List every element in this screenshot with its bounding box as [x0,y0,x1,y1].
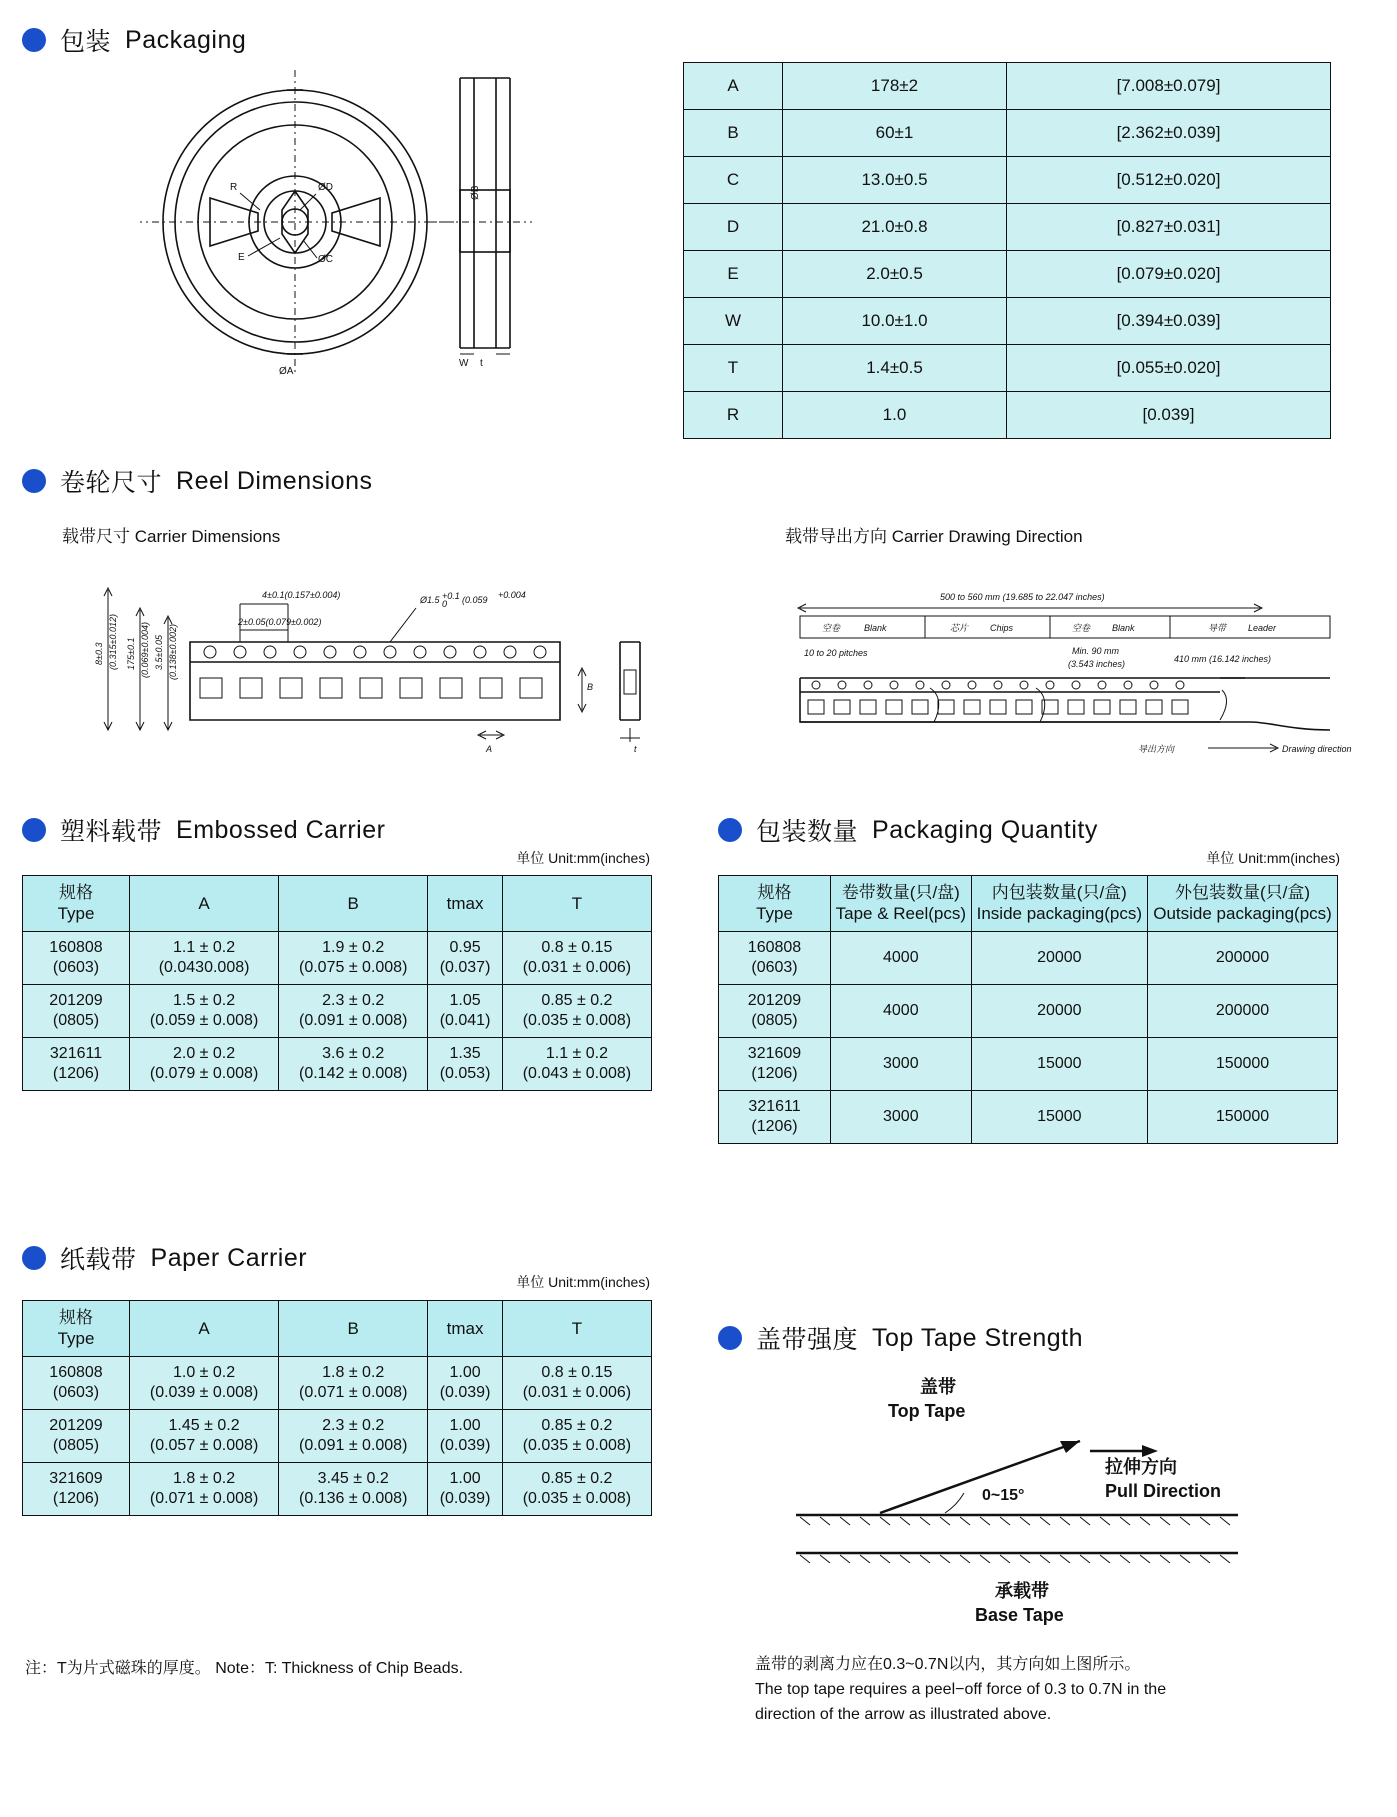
col-header-tmax: tmax [428,876,503,932]
dim-mm: 13.0±0.5 [783,157,1007,204]
cell-type [23,1409,130,1462]
cell-T [502,1462,651,1515]
dim-mm: 60±1 [783,110,1007,157]
col-header-reel-cn: 卷带数量(只/盘) [841,883,960,902]
value-mm: 1.45 ± 0.2 [168,1416,240,1434]
type-imperial: (0805) [52,1436,100,1454]
value-inch: (0.053) [439,1064,491,1082]
bullet-icon [22,1246,46,1270]
table-row [684,251,1331,298]
cell-type [719,1037,831,1090]
table-row [719,984,1338,1037]
table-row [23,1356,652,1409]
value-inch: (0.075 ± 0.008) [299,958,408,976]
carrier-dimensions-drawing [90,570,710,770]
svg-text:(0.315±0.012): (0.315±0.012) [108,614,118,670]
value-inch: (0.059 ± 0.008) [149,1011,259,1029]
cell-a [130,1462,279,1515]
svg-text:B: B [587,682,594,692]
table-row [23,1462,652,1515]
col-header-tmax: tmax [428,1301,503,1357]
span-label: 500 to 560 mm (19.685 to 22.047 inches) [940,592,1105,602]
section-title-packaging-en: Packaging [125,25,247,54]
section-heading-paper [22,1240,307,1276]
cell-reel: 4000 [831,984,972,1037]
svg-text:ØD: ØD [318,182,333,193]
svg-text:导带: 导带 [1208,623,1227,633]
dim-inch: [0.039] [1007,392,1331,439]
type-code: 160808 [49,938,103,956]
type-imperial: (0603) [751,958,798,976]
cell-tmax [428,1037,503,1090]
label-pull-en: Pull Direction [1105,1481,1222,1501]
dim-inch: [0.055±0.020] [1007,345,1331,392]
table-row [719,1090,1338,1143]
value-inch: (0.136 ± 0.008) [299,1489,408,1507]
cell-reel: 3000 [831,1090,972,1143]
table-header-row [23,1301,652,1357]
svg-text:A: A [486,744,493,754]
svg-text:(0.059: (0.059 [462,595,488,605]
packaging-quantity-table [718,875,1338,1144]
value-mm: 1.1 ± 0.2 [172,938,236,956]
cell-tmax [428,1462,503,1515]
table-row [684,157,1331,204]
section-heading-quantity [718,812,1098,848]
col-header-outside [1148,876,1338,932]
value-inch: (0.091 ± 0.008) [299,1436,408,1454]
value-mm: 0.95 [449,938,481,956]
dim-mm: 21.0±0.8 [783,204,1007,251]
table-row [684,63,1331,110]
col-header-b: B [279,876,428,932]
col-header-a: A [130,876,279,932]
value-mm: 1.00 [449,1416,481,1434]
carrier-drawing-direction-drawing [790,570,1360,770]
value-inch: (0.031 ± 0.006) [522,1383,632,1401]
value-inch: (0.079 ± 0.008) [149,1064,259,1082]
type-code: 201209 [49,991,103,1009]
label-pull-cn: 拉伸方向 [1105,1457,1177,1477]
cell-tmax [428,984,503,1037]
label-base-cn: 承载带 [995,1581,1049,1601]
cell-inside: 20000 [971,984,1147,1037]
col-header-type-cn: 规格 [757,883,792,902]
col-header-outside-cn: 外包装数量(只/盒) [1174,883,1311,902]
cell-type [719,1090,831,1143]
dim-mm: 10.0±1.0 [783,298,1007,345]
dim-inch: [0.827±0.031] [1007,204,1331,251]
section-title-reel-en: Reel Dimensions [176,466,373,495]
cell-outside: 200000 [1148,984,1338,1037]
table-row [684,392,1331,439]
section-title-toptape-en: Top Tape Strength [872,1323,1083,1352]
svg-text:(0.138±0.002): (0.138±0.002) [168,624,178,680]
cell-b [279,1462,428,1515]
dim-mm: 1.4±0.5 [783,345,1007,392]
svg-text:导出方向: 导出方向 [1138,744,1175,754]
label-angle: 0~15° [982,1487,1025,1504]
value-inch: (0.039 ± 0.008) [149,1383,259,1401]
reel-dimension-table [683,62,1331,439]
cell-T [502,931,651,984]
svg-text:ØC: ØC [318,254,333,265]
svg-text:Drawing direction: Drawing direction [1282,744,1352,754]
dim-symbol: R [684,392,783,439]
cell-type [23,1356,130,1409]
cell-type [719,984,831,1037]
cell-a [130,1409,279,1462]
svg-text:Ø1.5: Ø1.5 [420,595,440,605]
cell-type [23,1462,130,1515]
dim-inch: [2.362±0.039] [1007,110,1331,157]
subtitle-carrier-dimensions-cn: 载带尺寸 [62,527,130,546]
type-imperial: (0805) [52,1011,100,1029]
col-header-T: T [502,876,651,932]
svg-text:(0.069±0.004): (0.069±0.004) [140,622,150,678]
table-header-row [719,876,1338,932]
col-header-type-en: Type [57,904,95,924]
dim-symbol: D [684,204,783,251]
value-inch: (0.071 ± 0.008) [299,1383,408,1401]
value-inch: (0.035 ± 0.008) [522,1436,632,1454]
col-header-type-cn: 规格 [59,883,93,902]
dim-inch: [0.394±0.039] [1007,298,1331,345]
svg-text:Chips: Chips [990,623,1014,633]
dim-inch: [0.079±0.020] [1007,251,1331,298]
col-header-type-cn: 规格 [59,1308,93,1327]
cell-inside: 20000 [971,931,1147,984]
value-mm: 0.8 ± 0.15 [541,1363,613,1381]
col-header-inside-cn: 内包装数量(只/盒) [991,883,1127,902]
svg-text:ØA: ØA [279,366,294,377]
type-code: 160808 [49,1363,103,1381]
cell-inside: 15000 [971,1037,1147,1090]
cell-outside: 150000 [1148,1037,1338,1090]
cell-type [23,931,130,984]
subtitle-carrier-dimensions-en: Carrier Dimensions [134,527,281,546]
value-mm: 1.00 [449,1363,481,1381]
cell-b [279,984,428,1037]
bullet-icon [718,1326,742,1350]
cell-a [130,1356,279,1409]
col-header-type [23,876,130,932]
dim-symbol: T [684,345,783,392]
top-tape-note-line2: The top tape requires a peel−off force of 0.3 to 0.7N in the [755,1680,1167,1698]
value-inch: (0.0430.008) [158,958,250,976]
bullet-icon [22,469,46,493]
svg-text:t: t [480,358,483,369]
label-top-tape-en: Top Tape [888,1401,966,1421]
value-inch: (0.031 ± 0.006) [522,958,632,976]
table-row [23,1409,652,1462]
cell-type [23,984,130,1037]
value-inch: (0.057 ± 0.008) [149,1436,259,1454]
type-imperial: (0805) [751,1011,798,1029]
cell-outside: 200000 [1148,931,1338,984]
svg-text:Blank: Blank [1112,623,1135,633]
col-header-inside-en: Inside packaging(pcs) [976,904,1142,924]
value-inch: (0.043 ± 0.008) [522,1064,632,1082]
col-header-outside-en: Outside packaging(pcs) [1153,904,1332,924]
value-mm: 0.8 ± 0.15 [541,938,613,956]
cell-b [279,1356,428,1409]
section-title-paper-cn: 纸载带 [60,1246,137,1274]
bullet-icon [22,818,46,842]
dim-mm: 2.0±0.5 [783,251,1007,298]
type-code: 321611 [748,1097,801,1115]
type-imperial: (1206) [751,1064,798,1082]
svg-text:175±0.1: 175±0.1 [126,637,136,670]
cell-type [719,931,831,984]
top-tape-note-line1: 盖带的剥离力应在0.3~0.7N以内，其方向如上图所示。 [755,1656,1141,1673]
svg-text:R: R [230,182,238,193]
bullet-icon [22,28,46,52]
unit-note-paper: 单位 Unit:mm(inches) [516,1274,650,1290]
type-imperial: (0603) [52,1383,100,1401]
value-mm: 0.85 ± 0.2 [541,1416,613,1434]
col-header-b: B [279,1301,428,1357]
table-row [23,984,652,1037]
value-inch: (0.035 ± 0.008) [522,1011,632,1029]
table-row [684,110,1331,157]
svg-text:ØB: ØB [470,185,481,200]
col-header-inside [971,876,1147,932]
value-inch: (0.039) [439,1489,491,1507]
embossed-carrier-table [22,875,652,1091]
value-mm: 2.0 ± 0.2 [172,1044,236,1062]
col-header-type [719,876,831,932]
value-mm: 0.85 ± 0.2 [541,991,613,1009]
value-mm: 2.3 ± 0.2 [322,1416,385,1434]
svg-text:3.5±0.05: 3.5±0.05 [154,635,164,670]
svg-text:空卷: 空卷 [1072,623,1091,633]
cell-T [502,984,651,1037]
value-mm: 1.8 ± 0.2 [172,1469,236,1487]
type-code: 160808 [747,938,802,956]
subtitle-carrier-drawing-cn: 载带导出方向 [785,527,887,546]
cell-a [130,931,279,984]
svg-text:空卷: 空卷 [822,623,841,633]
label-base-en: Base Tape [975,1605,1064,1625]
svg-text:芯片: 芯片 [950,623,969,633]
value-inch: (0.041) [439,1011,491,1029]
value-mm: 0.85 ± 0.2 [541,1469,613,1487]
value-mm: 2.3 ± 0.2 [322,991,385,1009]
section-heading-packaging [22,22,246,58]
type-code: 321611 [49,1044,103,1062]
col-header-type-en: Type [756,904,793,924]
dim-mm: 178±2 [783,63,1007,110]
svg-text:8±0.3: 8±0.3 [94,642,104,665]
top-tape-note [755,1653,1355,1727]
svg-text:Blank: Blank [864,623,887,633]
table-header-row [23,876,652,932]
section-title-toptape-cn: 盖带强度 [756,1326,859,1354]
value-mm: 1.35 [449,1044,481,1062]
cell-reel: 3000 [831,1037,972,1090]
svg-text:0: 0 [442,599,448,609]
cell-T [502,1409,651,1462]
value-inch: (0.039) [439,1436,491,1454]
value-inch: (0.091 ± 0.008) [299,1011,408,1029]
section-title-quantity-en: Packaging Quantity [872,815,1098,844]
cell-tmax [428,1356,503,1409]
dim-symbol: C [684,157,783,204]
dim-symbol: B [684,110,783,157]
value-mm: 1.0 ± 0.2 [172,1363,236,1381]
top-tape-strength-drawing [760,1365,1280,1635]
cell-b [279,1037,428,1090]
col-header-reel-en: Tape & Reel(pcs) [835,904,966,924]
dim-mm: 1.0 [783,392,1007,439]
value-inch: (0.142 ± 0.008) [299,1064,408,1082]
col-header-type-en: Type [57,1329,95,1349]
unit-note-embossed: 单位 Unit:mm(inches) [516,850,650,866]
cell-tmax [428,931,503,984]
section-title-embossed-en: Embossed Carrier [176,815,386,844]
value-mm: 3.45 ± 0.2 [317,1469,389,1487]
type-code: 321609 [747,1044,802,1062]
col-header-a: A [130,1301,279,1357]
table-row [684,345,1331,392]
cell-outside: 150000 [1148,1090,1338,1143]
svg-text:(3.543 inches): (3.543 inches) [1068,659,1126,669]
svg-text:410 mm (16.142 inches): 410 mm (16.142 inches) [1174,654,1272,664]
table-row [23,931,652,984]
cell-T [502,1037,651,1090]
table-row [684,298,1331,345]
label-top-tape-cn: 盖带 [920,1377,956,1397]
value-mm: 1.9 ± 0.2 [322,938,385,956]
cell-a [130,1037,279,1090]
cell-reel: 4000 [831,931,972,984]
dim-symbol: A [684,63,783,110]
cell-a [130,984,279,1037]
paper-carrier-note: 注：T为片式磁珠的厚度。 Note：T: Thickness of Chip Beads. [25,1660,464,1677]
cell-b [279,1409,428,1462]
value-mm: 1.1 ± 0.2 [545,1044,608,1062]
section-heading-embossed [22,812,385,848]
table-row [719,1037,1338,1090]
cell-b [279,931,428,984]
value-mm: 1.00 [449,1469,481,1487]
type-code: 201209 [747,991,802,1009]
svg-text:W: W [459,358,469,369]
type-imperial: (1206) [52,1064,100,1082]
top-tape-note-line3: direction of the arrow as illustrated above. [755,1705,1052,1723]
svg-text:+0.1: +0.1 [442,591,460,601]
section-title-reel-cn: 卷轮尺寸 [60,469,163,497]
svg-text:Leader: Leader [1248,623,1277,633]
cell-type [23,1037,130,1090]
value-mm: 1.8 ± 0.2 [322,1363,385,1381]
value-mm: 1.5 ± 0.2 [172,991,236,1009]
section-title-quantity-cn: 包装数量 [756,818,859,846]
reel-drawing [140,70,590,390]
table-row [23,1037,652,1090]
unit-note-quantity: 单位 Unit:mm(inches) [1206,850,1340,866]
value-inch: (0.037) [439,958,491,976]
dim-inch: [0.512±0.020] [1007,157,1331,204]
cell-inside: 15000 [971,1090,1147,1143]
svg-text:+0.004: +0.004 [498,590,526,600]
subtitle-carrier-drawing-en: Carrier Drawing Direction [891,527,1083,546]
value-mm: 1.05 [449,991,481,1009]
type-imperial: (1206) [751,1117,798,1135]
col-header-type [23,1301,130,1357]
subtitle-carrier-drawing-direction [785,522,1083,547]
section-title-paper-en: Paper Carrier [150,1243,308,1272]
svg-text:t: t [634,744,637,754]
paper-carrier-table [22,1300,652,1516]
dim-symbol: E [684,251,783,298]
bullet-icon [718,818,742,842]
type-code: 321609 [49,1469,103,1487]
section-title-packaging-cn: 包装 [60,28,112,56]
svg-text:2±0.05(0.079±0.002): 2±0.05(0.079±0.002) [238,617,322,627]
section-title-embossed-cn: 塑料载带 [60,818,163,846]
svg-text:10 to 20 pitches: 10 to 20 pitches [804,648,868,658]
type-code: 201209 [49,1416,103,1434]
value-inch: (0.071 ± 0.008) [149,1489,259,1507]
svg-text:Min. 90 mm: Min. 90 mm [1072,646,1120,656]
svg-text:E: E [238,252,245,263]
dim-symbol: W [684,298,783,345]
cell-tmax [428,1409,503,1462]
value-mm: 3.6 ± 0.2 [322,1044,385,1062]
svg-text:4±0.1(0.157±0.004): 4±0.1(0.157±0.004) [262,590,341,600]
type-imperial: (1206) [52,1489,100,1507]
type-imperial: (0603) [52,958,100,976]
section-heading-reel [22,463,372,499]
col-header-T: T [502,1301,651,1357]
subtitle-carrier-dimensions [62,522,280,547]
col-header-reel [831,876,972,932]
table-row [719,931,1338,984]
dim-inch: [7.008±0.079] [1007,63,1331,110]
cell-T [502,1356,651,1409]
value-inch: (0.039) [439,1383,491,1401]
value-inch: (0.035 ± 0.008) [522,1489,632,1507]
table-row [684,204,1331,251]
section-heading-toptape [718,1320,1083,1356]
